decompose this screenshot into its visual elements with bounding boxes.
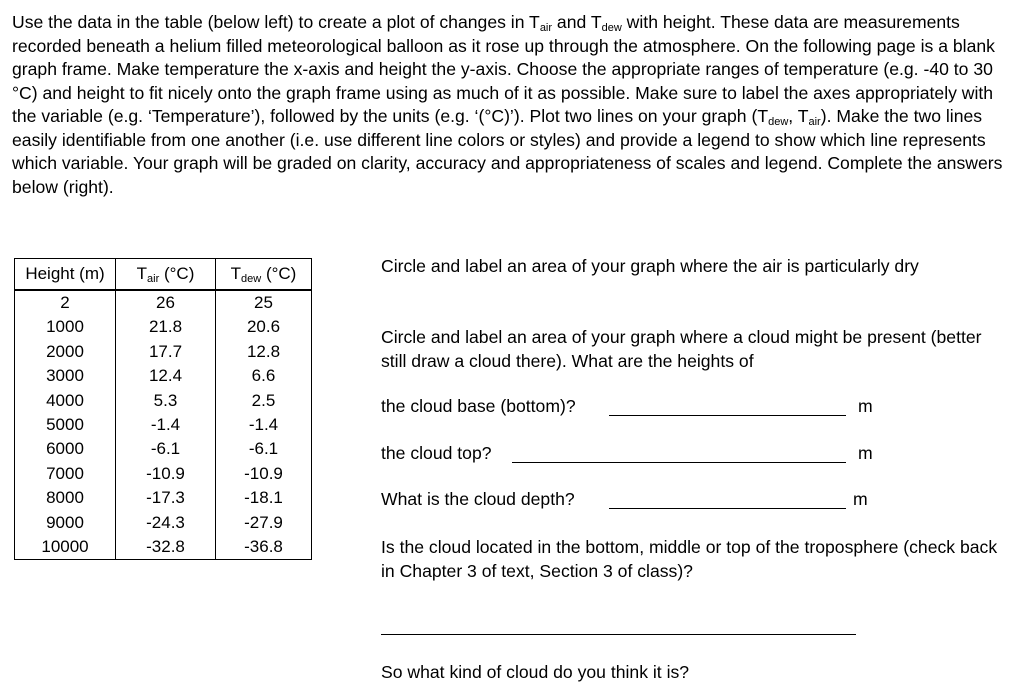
tair-cell: 26 [116, 290, 216, 315]
table-row [15, 290, 312, 315]
cloud-depth-answer-line[interactable] [609, 491, 846, 509]
tdew-cell: -10.9 [216, 462, 312, 486]
tair-cell: 17.7 [116, 340, 216, 364]
tair-cell: -24.3 [116, 511, 216, 535]
tair-cell: 21.8 [116, 315, 216, 339]
cloud-depth-question [381, 489, 575, 510]
instructions-paragraph: Use the data in the table (below left) to create a plot of changes in $T_{air}$ and $T_{dew}$ with height. These data are measurements recorded beneath a helium filled meteorological balloon as it rose up through the atmosphere. On the following page is a blank graph frame. Make temperature the x-axis and height the y-axis. Choose the appropriate ranges of temperature (e.g. -40 to 30 °C) and height to fit nicely onto the graph frame using as much of it as possible. Make sure to label the axes appropriately with the variable (e.g. ‘Temperature’), followed by the units (e.g. ‘(°C)’). Plot two lines on your graph ($T_{dew}$, $T_{air}$). Make the two lines easily identifiable from one another (i.e. use different line colors or styles) and provide a legend to show which line represents which variable. Your graph will be graded on clarity, accuracy and appropriateness of scales and legend. Complete the answers below (right). [12, 12, 1003, 197]
height-cell: 2000 [15, 340, 116, 364]
table-header-row [15, 259, 312, 291]
tair-cell: 12.4 [116, 364, 216, 388]
cloud-base-question [381, 396, 576, 417]
table-row [15, 315, 312, 339]
tair-cell: -6.1 [116, 437, 216, 461]
question-dry-area: Circle and label an area of your graph where the air is particularly dry [381, 256, 919, 276]
table-row [15, 389, 312, 413]
cloud-top-unit: m [858, 443, 873, 463]
data-table [14, 258, 312, 560]
tdew-cell: 20.6 [216, 315, 312, 339]
table-row [15, 413, 312, 437]
height-cell: 10000 [15, 535, 116, 560]
tdew-cell: -1.4 [216, 413, 312, 437]
tair-cell: -10.9 [116, 462, 216, 486]
height-cell: 9000 [15, 511, 116, 535]
cloud-location-answer-line[interactable] [381, 618, 856, 635]
height-header: Height (m) [15, 259, 116, 291]
cloud-depth-unit: m [853, 489, 868, 509]
tdew-cell: 6.6 [216, 364, 312, 388]
table-row [15, 511, 312, 535]
table-row [15, 535, 312, 560]
height-cell: 2 [15, 290, 116, 315]
table-row [15, 437, 312, 461]
tair-cell: -1.4 [116, 413, 216, 437]
cloud-top-answer-line[interactable] [512, 445, 846, 463]
tair-cell: -32.8 [116, 535, 216, 560]
tdew-cell: 2.5 [216, 389, 312, 413]
cloud-top-label: the cloud top? [381, 443, 492, 463]
tdew-cell: 25 [216, 290, 312, 315]
table-row [15, 340, 312, 364]
tdew-header: $T_{dew}$ (°C) [216, 259, 312, 291]
question-cloud-location: Is the cloud located in the bottom, middle or top of the troposphere (check back in Chapter 3 of text, Section 3 of class)? [381, 537, 998, 581]
table-row [15, 364, 312, 388]
tdew-cell: 12.8 [216, 340, 312, 364]
height-cell: 3000 [15, 364, 116, 388]
tair-cell: 5.3 [116, 389, 216, 413]
table-row [15, 486, 312, 510]
height-cell: 8000 [15, 486, 116, 510]
tdew-cell: -18.1 [216, 486, 312, 510]
cloud-base-answer-line[interactable] [609, 398, 846, 416]
tair-header: $T_{air}$ (°C) [116, 259, 216, 291]
cloud-base-label: the cloud base (bottom)? [381, 396, 576, 416]
tdew-cell: -27.9 [216, 511, 312, 535]
table-row [15, 462, 312, 486]
tdew-cell: -6.1 [216, 437, 312, 461]
cloud-base-unit: m [858, 396, 873, 416]
cloud-top-question [381, 443, 492, 464]
question-cloud-area: Circle and label an area of your graph where a cloud might be present (better still draw a cloud there). What are the heights of [381, 327, 982, 371]
question-cloud-kind: So what kind of cloud do you think it is? [381, 662, 690, 682]
tair-cell: -17.3 [116, 486, 216, 510]
height-cell: 1000 [15, 315, 116, 339]
height-cell: 7000 [15, 462, 116, 486]
height-cell: 6000 [15, 437, 116, 461]
cloud-depth-label: What is the cloud depth? [381, 489, 575, 509]
tdew-cell: -36.8 [216, 535, 312, 560]
height-cell: 4000 [15, 389, 116, 413]
height-cell: 5000 [15, 413, 116, 437]
